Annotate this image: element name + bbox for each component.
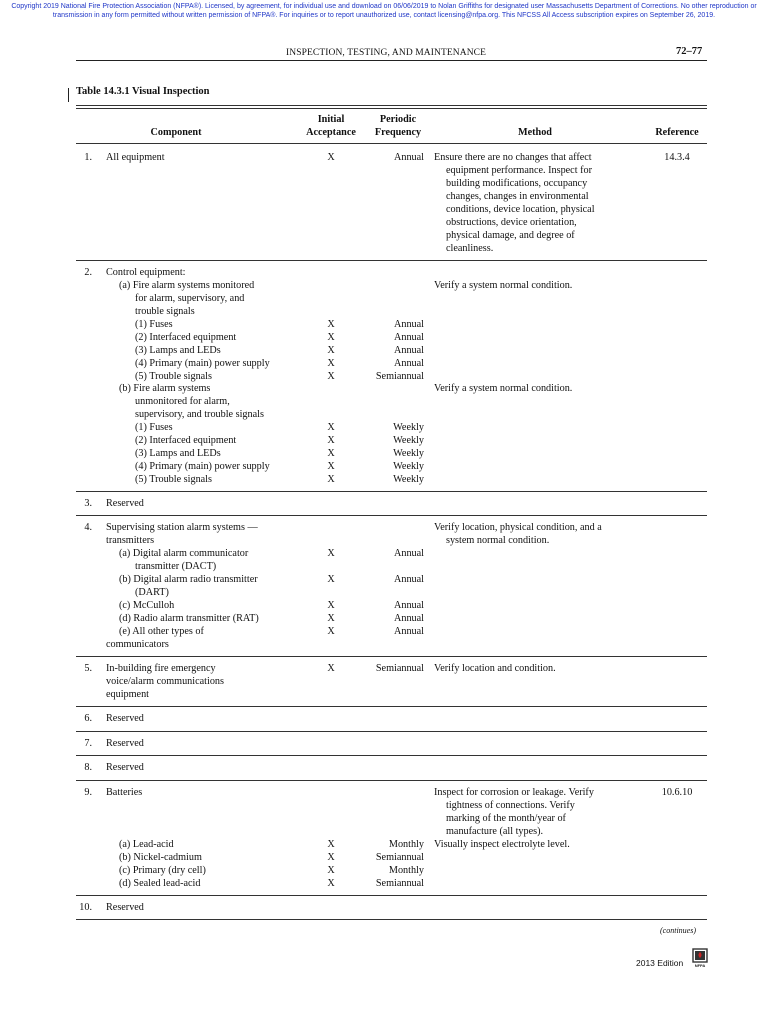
component-text: (b) Digital alarm radio transmitter	[119, 574, 258, 585]
row-number: 1.	[84, 152, 92, 163]
periodic-frequency: Annual	[394, 548, 424, 559]
copyright-notice: Copyright 2019 National Fire Protection Association (NFPA®). Licensed, by agreement, for individual use and download on 06/06/2019 to Nolan Griffiths for designated user Massachusetts Department of Corrections. No other reproduction or transmission in any form permitted without written permission of NFPA®. For inquiries or to report unauthorized use, contact licensing@nfpa.org. This NFCSS All Access subscription expires on September 26, 2019.	[11, 3, 757, 19]
component-text: (1) Fuses	[135, 319, 173, 330]
method-text: marking of the month/year of	[446, 813, 566, 824]
component-text: (a) Digital alarm communicator	[119, 548, 249, 559]
initial-acceptance-mark: X	[327, 371, 335, 382]
method-text: changes, changes in environmental	[446, 191, 589, 202]
component-text: Reserved	[106, 902, 144, 913]
edition-label: 2013 Edition	[636, 958, 684, 968]
periodic-frequency: Annual	[394, 345, 424, 356]
row-number: 3.	[84, 498, 92, 509]
row-number: 6.	[84, 713, 92, 724]
periodic-frequency: Annual	[394, 600, 424, 611]
table-rule	[76, 656, 707, 657]
column-header-component: Component	[150, 127, 202, 138]
reference: 14.3.4	[664, 152, 690, 163]
table-rule	[76, 515, 707, 516]
initial-acceptance-mark: X	[327, 663, 335, 674]
table-rule	[76, 143, 707, 144]
method-text: conditions, device location, physical	[446, 204, 595, 215]
method-text: building modifications, occupancy	[446, 178, 588, 189]
initial-acceptance-mark: X	[327, 548, 335, 559]
method-text: Verify location and condition.	[434, 663, 556, 674]
svg-text:NFPA: NFPA	[694, 963, 706, 968]
periodic-frequency: Semiannual	[375, 878, 424, 889]
row-number: 8.	[84, 762, 92, 773]
component-text: (5) Trouble signals	[135, 371, 212, 382]
periodic-frequency: Weekly	[393, 448, 424, 459]
row-number: 4.	[84, 522, 92, 533]
periodic-frequency: Annual	[394, 332, 424, 343]
initial-acceptance-mark: X	[327, 600, 335, 611]
method-text: Verify a system normal condition.	[434, 383, 573, 394]
component-text: (b) Nickel-cadmium	[119, 852, 202, 863]
page-number: 72–77	[676, 46, 703, 57]
component-text: communicators	[106, 639, 169, 650]
method-text: physical damage, and degree of	[446, 230, 575, 241]
periodic-frequency: Semiannual	[375, 371, 424, 382]
method-text: cleanliness.	[446, 243, 494, 254]
periodic-frequency: Annual	[394, 152, 424, 163]
column-header-reference: Reference	[655, 127, 699, 138]
table-rule	[76, 731, 707, 732]
component-text: Batteries	[106, 787, 143, 798]
periodic-frequency: Annual	[394, 358, 424, 369]
periodic-frequency: Annual	[394, 626, 424, 637]
component-text: (2) Interfaced equipment	[135, 332, 237, 343]
component-text: Reserved	[106, 498, 144, 509]
periodic-frequency: Monthly	[388, 865, 424, 876]
initial-acceptance-mark: X	[327, 626, 335, 637]
row-number: 7.	[84, 738, 92, 749]
component-text: unmonitored for alarm,	[135, 396, 230, 407]
method-text: Verify a system normal condition.	[434, 280, 573, 291]
component-text: transmitters	[106, 535, 155, 546]
method-text: system normal condition.	[446, 535, 550, 546]
change-bar	[68, 88, 69, 102]
component-text: Reserved	[106, 738, 144, 749]
component-text: (c) Primary (dry cell)	[119, 865, 206, 876]
periodic-frequency: Weekly	[393, 422, 424, 433]
component-text: voice/alarm communications	[106, 676, 224, 687]
initial-acceptance-mark: X	[327, 474, 335, 485]
component-text: supervisory, and trouble signals	[135, 409, 264, 420]
component-text: Supervising station alarm systems —	[106, 522, 258, 533]
component-text: Reserved	[106, 762, 144, 773]
column-header-method: Method	[518, 127, 552, 138]
component-text: (d) Sealed lead-acid	[119, 878, 201, 889]
component-text: trouble signals	[135, 306, 195, 317]
table-rule	[76, 105, 707, 106]
periodic-frequency: Annual	[394, 319, 424, 330]
component-text: (4) Primary (main) power supply	[135, 358, 270, 369]
initial-acceptance-mark: X	[327, 435, 335, 446]
method-text: tightness of connections. Verify	[446, 800, 575, 811]
component-text: (3) Lamps and LEDs	[135, 345, 221, 356]
nfpa-logo	[692, 948, 708, 968]
component-text: (c) McCulloh	[119, 600, 175, 611]
component-text: Control equipment:	[106, 267, 186, 278]
component-text: (2) Interfaced equipment	[135, 435, 237, 446]
initial-acceptance-mark: X	[327, 461, 335, 472]
table-rule	[76, 919, 707, 920]
column-header-periodic-frequency: Periodic Frequency	[374, 114, 422, 138]
component-text: (1) Fuses	[135, 422, 173, 433]
table-rule	[76, 491, 707, 492]
table-rule	[76, 895, 707, 896]
component-text: Reserved	[106, 713, 144, 724]
method-text: Ensure there are no changes that affect	[434, 152, 592, 163]
initial-acceptance-mark: X	[327, 878, 335, 889]
table-rule	[76, 780, 707, 781]
periodic-frequency: Annual	[394, 574, 424, 585]
method-text: manufacture (all types).	[446, 826, 544, 837]
method-text: equipment performance. Inspect for	[446, 165, 592, 176]
method-text: Visually inspect electrolyte level.	[434, 839, 570, 850]
component-text: In-building fire emergency	[106, 663, 216, 674]
component-text: (4) Primary (main) power supply	[135, 461, 270, 472]
initial-acceptance-mark: X	[327, 613, 335, 624]
component-text: (5) Trouble signals	[135, 474, 212, 485]
running-header: INSPECTION, TESTING, AND MAINTENANCE	[286, 48, 487, 58]
continues-note: (continues)	[660, 926, 696, 935]
row-number: 2.	[84, 267, 92, 278]
table-rule	[76, 108, 707, 109]
initial-acceptance-mark: X	[327, 839, 335, 850]
periodic-frequency: Weekly	[393, 474, 424, 485]
method-text: Inspect for corrosion or leakage. Verify	[434, 787, 594, 798]
periodic-frequency: Annual	[394, 613, 424, 624]
method-text: obstructions, device orientation,	[446, 217, 577, 228]
row-number: 10.	[79, 902, 92, 913]
periodic-frequency: Semiannual	[375, 663, 424, 674]
initial-acceptance-mark: X	[327, 152, 335, 163]
row-number: 9.	[84, 787, 92, 798]
component-text: (e) All other types of	[119, 626, 204, 637]
component-text: (a) Fire alarm systems monitored	[119, 280, 255, 291]
component-text: (3) Lamps and LEDs	[135, 448, 221, 459]
initial-acceptance-mark: X	[327, 422, 335, 433]
component-text: for alarm, supervisory, and	[135, 293, 245, 304]
component-text: All equipment	[106, 152, 165, 163]
table-rule	[76, 755, 707, 756]
component-text: transmitter (DACT)	[135, 561, 217, 572]
table-rule	[76, 260, 707, 261]
initial-acceptance-mark: X	[327, 448, 335, 459]
initial-acceptance-mark: X	[327, 358, 335, 369]
row-number: 5.	[84, 663, 92, 674]
method-text: Verify location, physical condition, and a	[434, 522, 602, 533]
initial-acceptance-mark: X	[327, 345, 335, 356]
initial-acceptance-mark: X	[327, 852, 335, 863]
component-text: (DART)	[135, 587, 169, 598]
component-text: (b) Fire alarm systems	[119, 383, 211, 394]
header-rule	[76, 60, 707, 61]
table-rule	[76, 706, 707, 707]
initial-acceptance-mark: X	[327, 574, 335, 585]
component-text: equipment	[106, 689, 150, 700]
component-text: (a) Lead-acid	[119, 839, 174, 850]
periodic-frequency: Weekly	[393, 461, 424, 472]
periodic-frequency: Weekly	[393, 435, 424, 446]
initial-acceptance-mark: X	[327, 332, 335, 343]
initial-acceptance-mark: X	[327, 319, 335, 330]
periodic-frequency: Monthly	[388, 839, 424, 850]
table-title: Table 14.3.1 Visual Inspection	[76, 86, 210, 97]
component-text: (d) Radio alarm transmitter (RAT)	[119, 613, 259, 624]
initial-acceptance-mark: X	[327, 865, 335, 876]
periodic-frequency: Semiannual	[375, 852, 424, 863]
reference: 10.6.10	[661, 787, 693, 798]
column-header-initial-acceptance: Initial Acceptance	[306, 114, 356, 138]
